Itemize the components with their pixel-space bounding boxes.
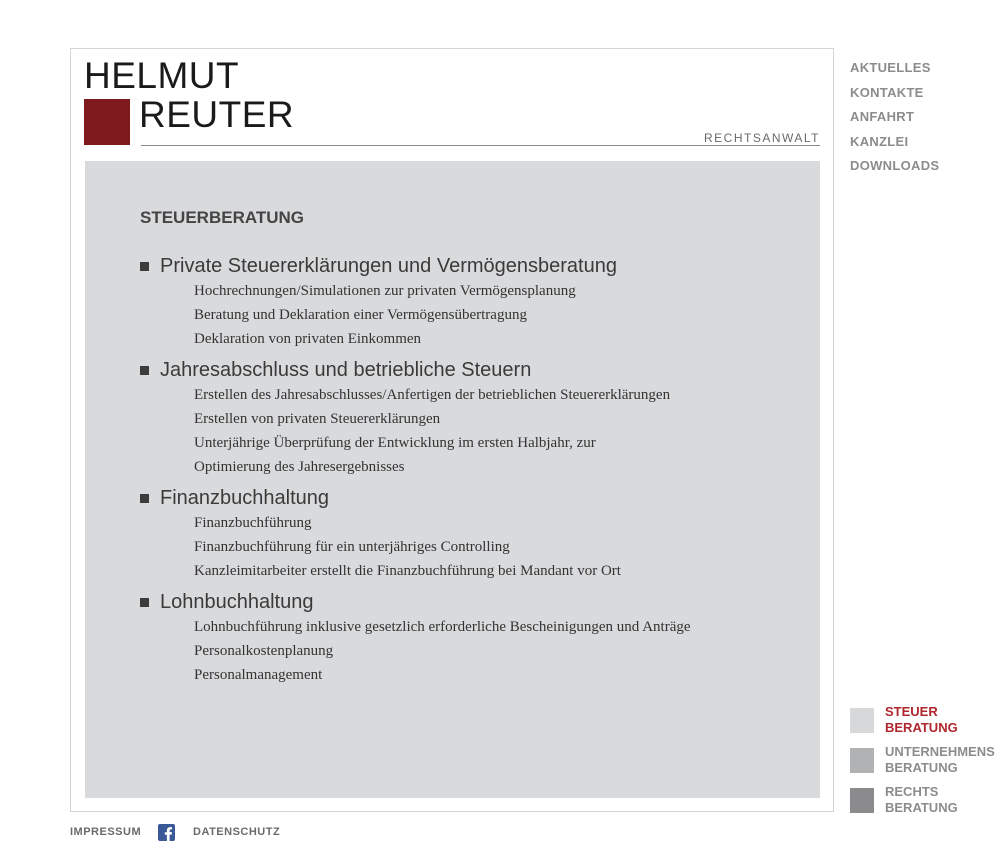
section-items (140, 383, 800, 479)
list-item: Erstellen von privaten Steuererklärungen (194, 411, 441, 427)
logo-subtitle: RECHTSANWALT (703, 131, 820, 145)
main-content (85, 161, 820, 798)
section-items (140, 511, 800, 583)
logo-square (84, 99, 130, 145)
list-item: Finanzbuchführung (194, 515, 312, 531)
section-jahresabschluss (140, 357, 800, 479)
nav-item-downloads[interactable]: DOWNLOADS (850, 158, 940, 173)
section-heading-text: Private Steuererklärungen und Vermögensberatung (160, 255, 617, 277)
section-items (140, 615, 800, 687)
service-sections (140, 253, 800, 693)
section-heading (140, 253, 800, 279)
bullet-square-icon (140, 598, 149, 607)
section-heading-text: Jahresabschluss und betriebliche Steuern (160, 359, 532, 381)
datenschutz-link[interactable]: DATENSCHUTZ (193, 826, 281, 838)
bullet-square-icon (140, 494, 149, 503)
list-item: Personalmanagement (194, 667, 323, 683)
list-item: Finanzbuchführung für ein unterjähriges Controlling (194, 539, 510, 555)
service-label: STEUER BERATUNG (885, 704, 958, 735)
section-heading-text: Lohnbuchhaltung (160, 591, 314, 613)
list-item: Unterjährige Überprüfung der Entwicklung im ersten Halbjahr, zur (194, 435, 596, 451)
list-item: Beratung und Deklaration einer Vermögensübertragung (194, 307, 527, 323)
service-link-steuerberatung[interactable] (850, 704, 1000, 736)
section-private (140, 253, 800, 351)
section-items (140, 279, 800, 351)
section-lohnbuchhaltung (140, 589, 800, 687)
list-item: Hochrechnungen/Simulationen zur privaten Vermögensplanung (194, 283, 576, 299)
main-nav (850, 56, 939, 179)
list-item: Kanzleimitarbeiter erstellt die Finanzbuchführung bei Mandant vor Ort (194, 563, 621, 579)
service-square-icon (850, 708, 874, 733)
section-heading (140, 485, 800, 511)
nav-item-anfahrt[interactable]: ANFAHRT (850, 109, 915, 124)
section-heading (140, 589, 800, 615)
service-square-icon (850, 748, 874, 773)
nav-item-kanzlei[interactable]: KANZLEI (850, 133, 909, 149)
section-heading-text: Finanzbuchhaltung (160, 487, 330, 509)
service-link-rechtsberatung[interactable] (850, 784, 1000, 816)
list-item: Erstellen des Jahresabschlusses/Anfertigen der betrieblichen Steuererklärungen (194, 387, 671, 403)
list-item: Personalkostenplanung (194, 643, 334, 659)
section-finanzbuchhaltung (140, 485, 800, 583)
logo-name-first: HELMUT (84, 55, 240, 96)
nav-item-aktuelles[interactable]: AKTUELLES (850, 60, 931, 75)
list-item: Deklaration von privaten Einkommen (194, 331, 422, 347)
facebook-icon[interactable] (158, 824, 175, 841)
section-heading (140, 357, 800, 383)
bullet-square-icon (140, 366, 149, 375)
logo-name-last: REUTER (139, 94, 295, 135)
list-item: Lohnbuchführung inklusive gesetzlich erforderliche Bescheinigungen und Anträge (194, 619, 691, 635)
page-title: STEUERBERATUNG (140, 208, 305, 227)
logo-underline (141, 145, 820, 146)
nav-item-kontakte[interactable]: KONTAKTE (850, 84, 924, 100)
service-square-icon (850, 788, 874, 813)
bullet-square-icon (140, 262, 149, 271)
list-item: Optimierung des Jahresergebnisses (194, 459, 405, 475)
impressum-link[interactable]: IMPRESSUM (70, 826, 142, 838)
service-label: RECHTS BERATUNG (885, 784, 958, 815)
service-label: UNTERNEHMENS BERATUNG (885, 744, 995, 775)
service-link-unternehmensberatung[interactable] (850, 744, 1000, 776)
